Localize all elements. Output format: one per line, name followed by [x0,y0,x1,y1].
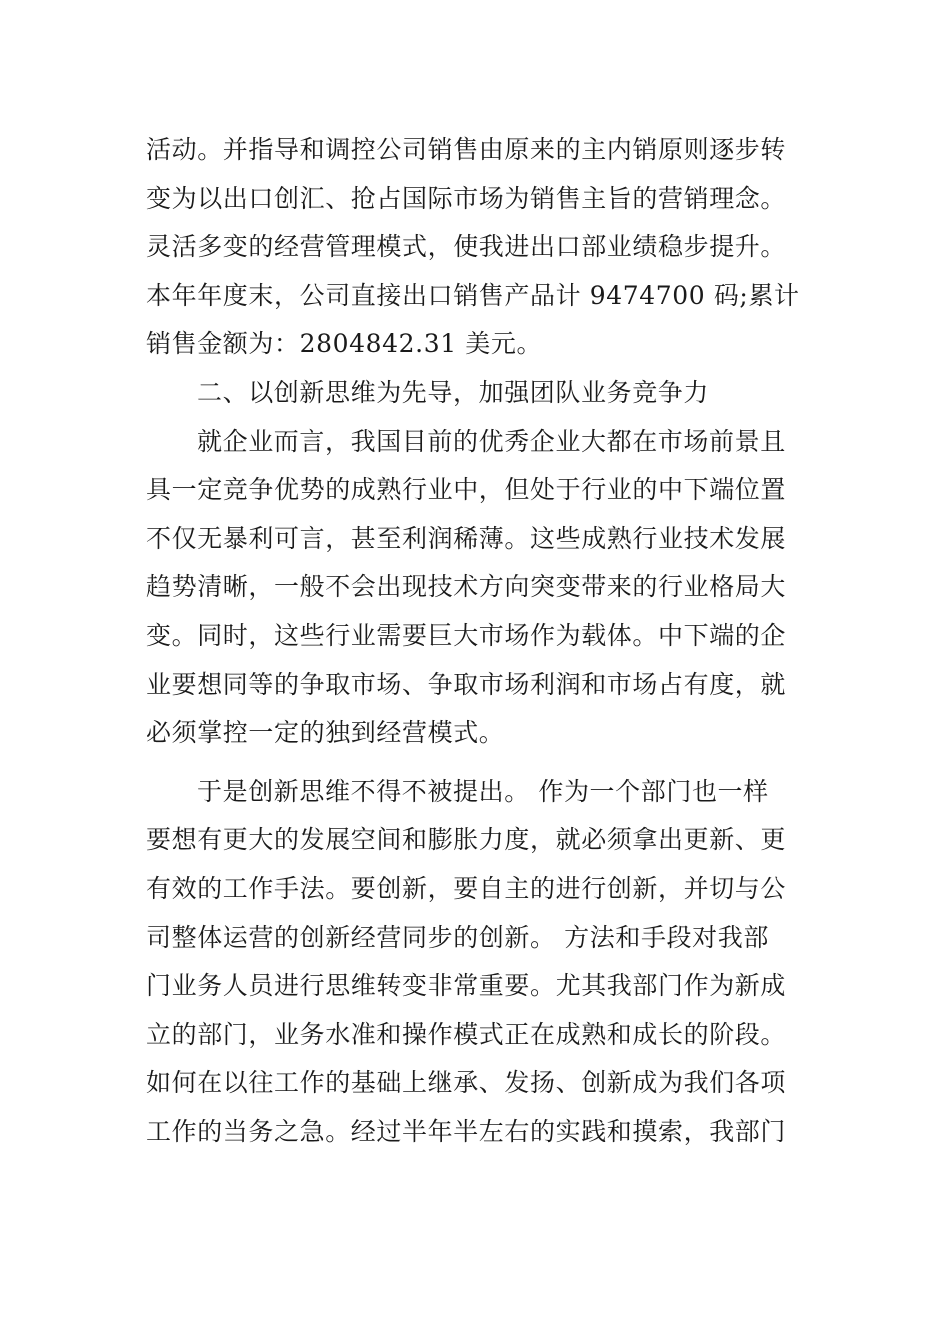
text-line: 工作的当务之急。经过半年半左右的实践和摸索，我部门 [146,1116,787,1146]
text-line: 变。同时，这些行业需要巨大市场作为载体。中下端的企 [146,620,787,650]
text-line: 立的部门，业务水准和操作模式正在成熟和成长的阶段。 [146,1019,787,1049]
text-line: 变为以出口创汇、抢占国际市场为销售主旨的营销理念。 [146,183,787,213]
text-line: 本年年度末，公司直接出口销售产品计 9474700 码;累计 [146,280,800,310]
section-heading: 二、以创新思维为先导，加强团队业务竞争力 [197,377,710,407]
paragraph-gap [146,758,806,768]
document-body [146,126,806,1156]
text-line: 司整体运营的创新经营同步的创新。 方法和手段对我部 [146,922,769,952]
text-line: 如何在以往工作的基础上继承、发扬、创新成为我们各项 [146,1068,787,1098]
text-line: 有效的工作手法。要创新，要自主的进行创新，并切与公 [146,873,787,903]
text-line: 门业务人员进行思维转变非常重要。尤其我部门作为新成 [146,971,787,1001]
text-line: 销售金额为：2804842.31 美元。 [146,329,543,359]
text-line: 不仅无暴利可言，甚至利润稀薄。这些成熟行业技术发展 [146,523,787,553]
text-line: 具一定竞争优势的成熟行业中，但处于行业的中下端位置 [146,475,787,505]
text-line: 必须掌控一定的独到经营模式。 [146,718,505,748]
text-line: 就企业而言，我国目前的优秀企业大都在市场前景且 [197,426,786,456]
text-line: 业要想同等的争取市场、争取市场利润和市场占有度，就 [146,669,787,699]
text-line: 要想有更大的发展空间和膨胀力度，就必须拿出更新、更 [146,825,787,855]
text-line: 趋势清晰，一般不会出现技术方向突变带来的行业格局大 [146,572,787,602]
text-line: 活动。并指导和调控公司销售由原来的主内销原则逐步转 [146,135,787,164]
text-line: 灵活多变的经营管理模式，使我进出口部业绩稳步提升。 [146,232,787,262]
text-line: 于是创新思维不得不被提出。 作为一个部门也一样 [197,776,769,806]
